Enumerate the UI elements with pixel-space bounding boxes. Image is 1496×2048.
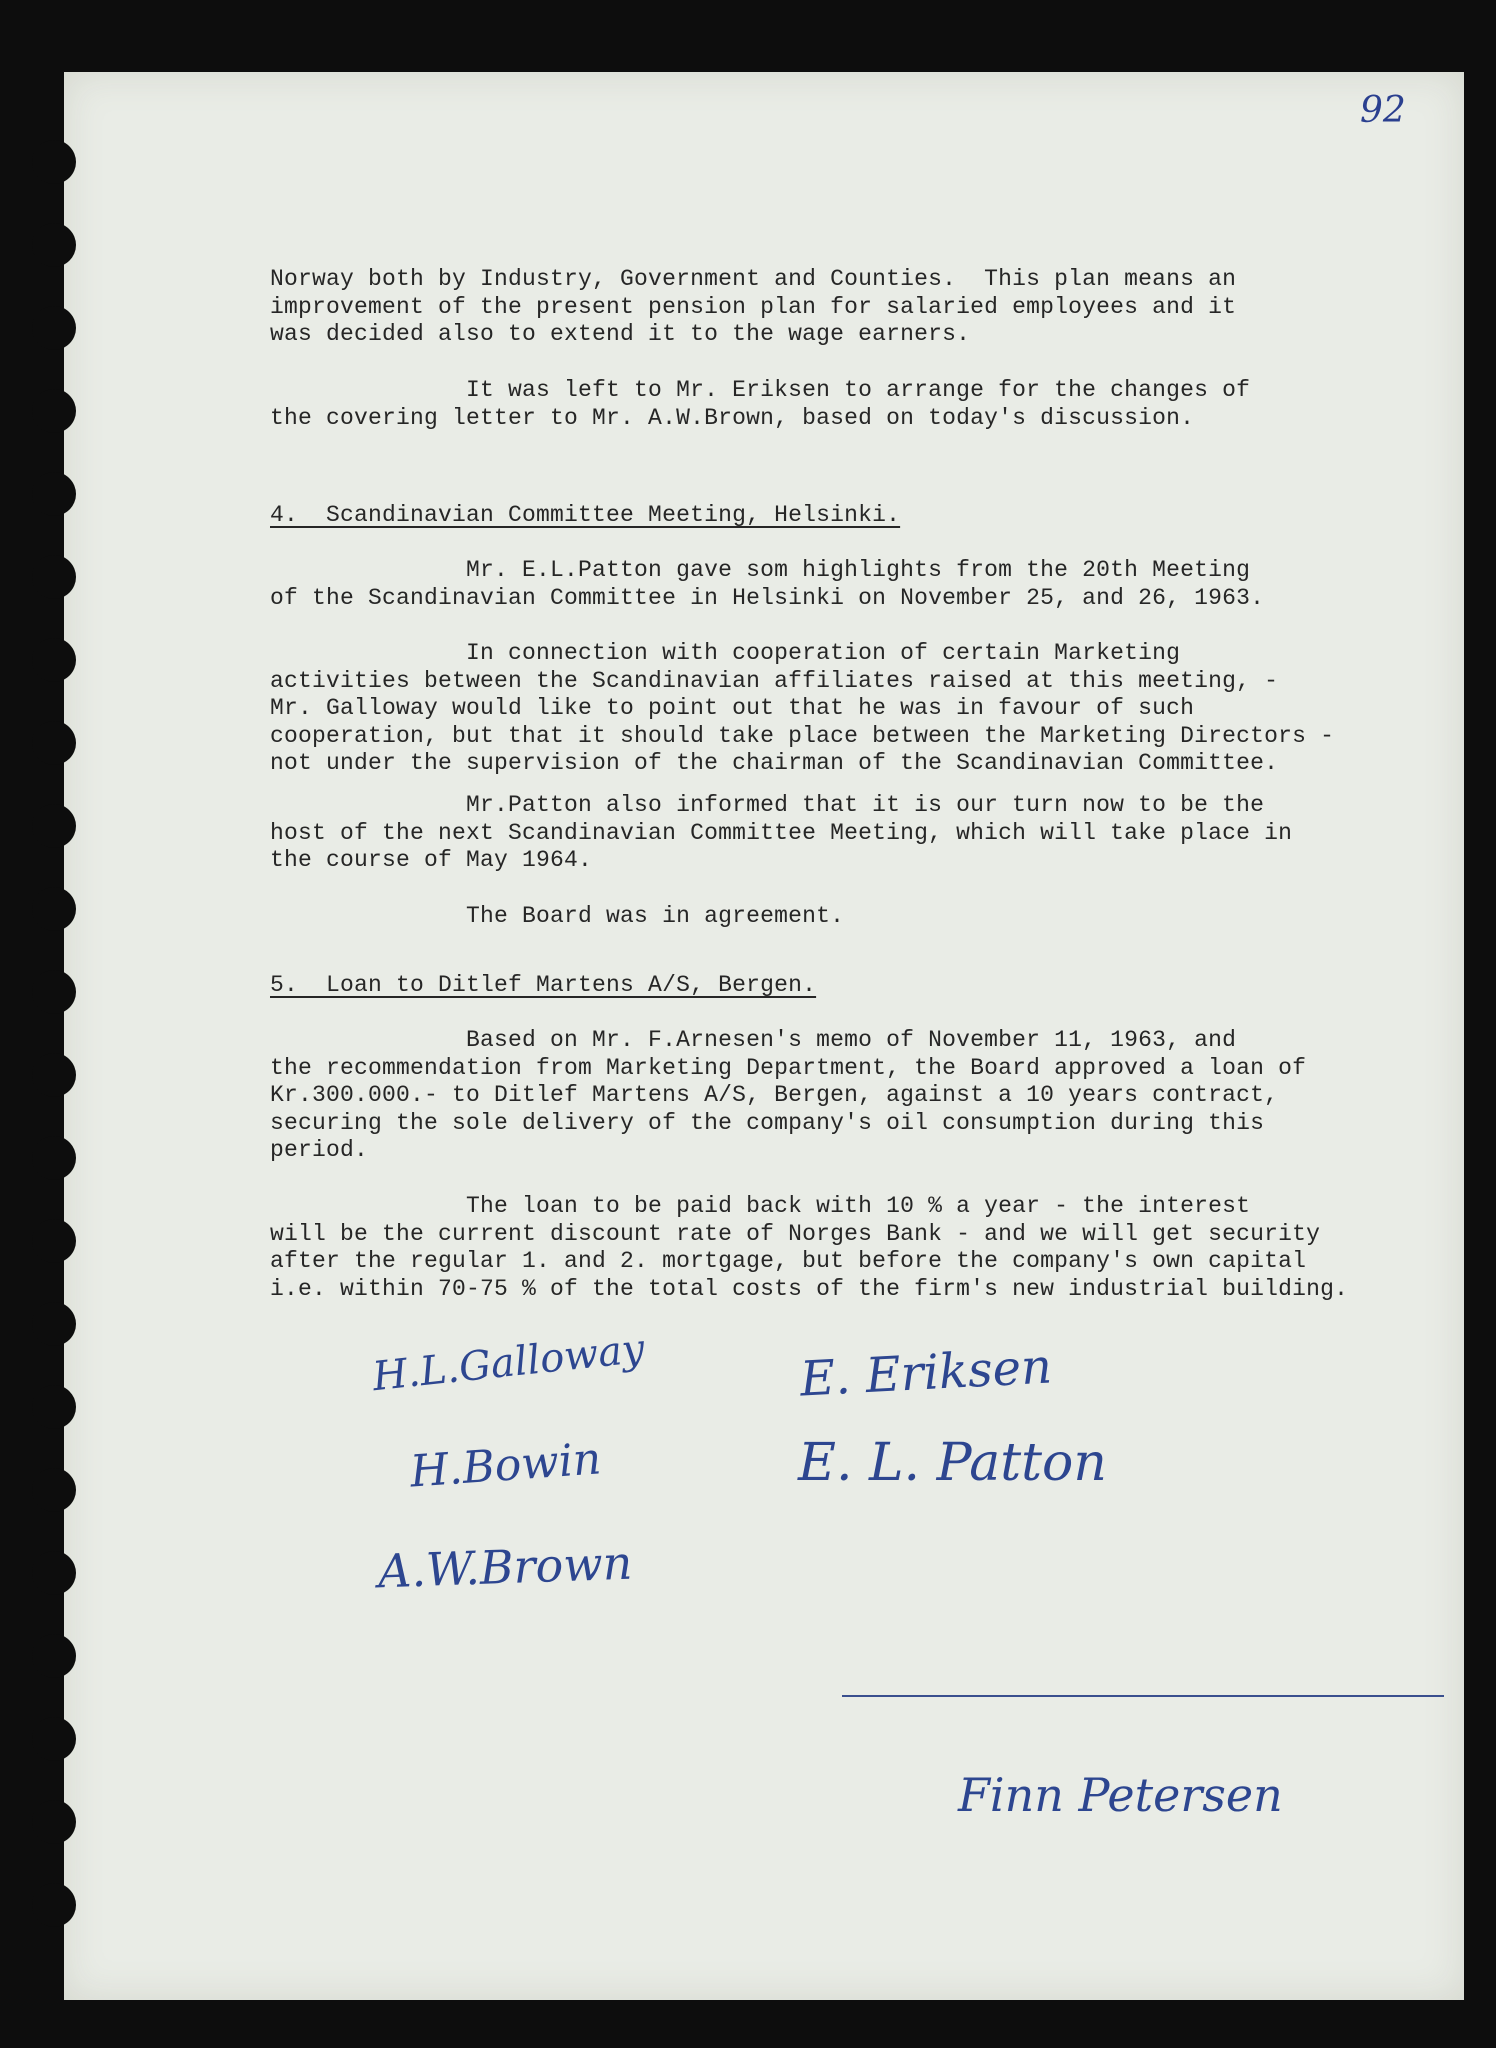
binder-hole — [32, 1136, 76, 1180]
paragraph-marketing-cooperation: In connection with cooperation of certain Marketing activities between the Scandinavian affiliates raised at this meeting, - Mr. Galloway would like to point out that he was in favour of such cooperation, but that it should take place between the Marketing Directors - not under the supervision of the chairman of the Scandinavian Committee. — [270, 640, 1335, 776]
signature-line — [842, 1695, 1444, 1697]
binder-hole — [32, 472, 76, 516]
signature-galloway: H.L.Galloway — [370, 1325, 647, 1401]
binder-hole — [32, 223, 76, 267]
paragraph-loan-approval: Based on Mr. F.Arnesen's memo of November 11, 1963, and the recommendation from Marketing Department, the Board approved a loan of Kr.300.000.- to Ditlef Martens A/S, Bergen, against a 10 years contract, securing the sole delivery of the company's oil consumption during this period. — [270, 1027, 1307, 1163]
binder-hole — [32, 1634, 76, 1678]
heading-loan-ditlef-martens: 5. Loan to Ditlef Martens A/S, Bergen. — [270, 972, 817, 998]
signature-petersen: Finn Petersen — [958, 1768, 1283, 1822]
binder-hole — [32, 970, 76, 1014]
paragraph-loan-terms: The loan to be paid back with 10 % a year - the interest will be the current discount rate of Norges Bank - and we will get security after the regular 1. and 2. mortgage, but before the company's own capital i.e. within 70-75 % of the total costs of the firm's new industrial building. — [270, 1193, 1349, 1302]
binder-hole — [32, 1717, 76, 1761]
paragraph-covering-letter: It was left to Mr. Eriksen to arrange for the changes of the covering letter to Mr. A.W.Brown, based on today's discussion. — [270, 377, 1251, 431]
binder-hole — [32, 1551, 76, 1595]
heading-scandinavian-committee: 4. Scandinavian Committee Meeting, Helsinki. — [270, 502, 901, 528]
paragraph-pension-plan: Norway both by Industry, Government and Counties. This plan means an improvement of the present pension plan for salaried employees and it was decided also to extend it to the wage earners. — [270, 266, 1237, 347]
binder-hole — [32, 555, 76, 599]
paragraph-next-meeting: Mr.Patton also informed that it is our turn now to be the host of the next Scandinavian Committee Meeting, which will take place in the course of May 1964. — [270, 792, 1293, 873]
binder-hole — [32, 1385, 76, 1429]
binder-hole — [32, 1219, 76, 1263]
binder-hole — [32, 887, 76, 931]
binder-hole — [32, 1053, 76, 1097]
paragraph-patton-highlights: Mr. E.L.Patton gave som highlights from the 20th Meeting of the Scandinavian Committee in Helsinki on November 25, and 26, 1963. — [270, 557, 1265, 611]
binder-hole — [32, 638, 76, 682]
binder-hole — [32, 1302, 76, 1346]
binder-hole — [32, 804, 76, 848]
binder-hole — [32, 306, 76, 350]
binder-hole — [32, 1468, 76, 1512]
signature-brown: A.W.Brown — [377, 1535, 634, 1599]
binder-hole — [32, 389, 76, 433]
page-number: 92 — [1360, 90, 1406, 131]
binder-hole — [32, 140, 76, 184]
binder-hole — [32, 1800, 76, 1844]
signature-eriksen: E. Eriksen — [798, 1338, 1054, 1408]
binder-hole — [32, 721, 76, 765]
binder-hole — [32, 1883, 76, 1927]
signature-bowin: H.Bowin — [408, 1433, 603, 1498]
signature-patton: E. L. Patton — [798, 1433, 1107, 1493]
paragraph-board-agreement: The Board was in agreement. — [270, 903, 845, 929]
